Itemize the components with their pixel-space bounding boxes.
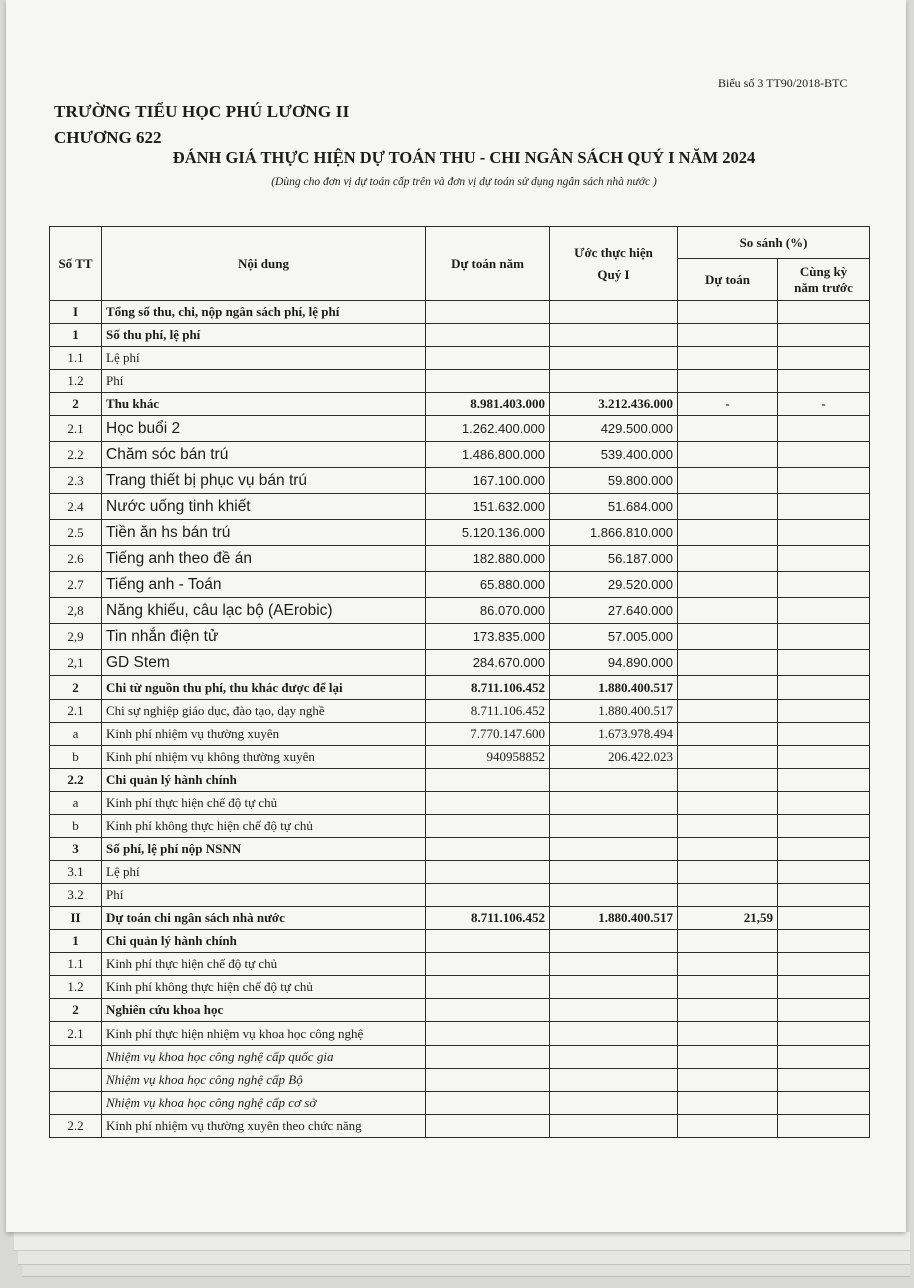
row-q1-estimate bbox=[550, 1115, 678, 1138]
paper-stack-edge bbox=[18, 1250, 910, 1265]
col-header-year-budget: Dự toán năm bbox=[426, 227, 550, 301]
document-title: ĐÁNH GIÁ THỰC HIỆN DỰ TOÁN THU - CHI NGÂN SÁCH QUÝ I NĂM 2024 bbox=[172, 148, 756, 167]
row-stt: 2.1 bbox=[50, 416, 102, 442]
row-year-budget: 182.880.000 bbox=[426, 546, 550, 572]
row-content: Kinh phí không thực hiện chế độ tự chủ bbox=[102, 976, 426, 999]
row-compare-budget bbox=[678, 416, 778, 442]
table-row bbox=[50, 700, 870, 723]
chapter-code: CHƯƠNG 622 bbox=[54, 128, 162, 147]
row-content: GD Stem bbox=[102, 650, 426, 676]
row-q1-estimate: 94.890.000 bbox=[550, 650, 678, 676]
row-year-budget bbox=[426, 769, 550, 792]
table-row bbox=[50, 1115, 870, 1138]
table-header bbox=[50, 227, 870, 301]
row-year-budget bbox=[426, 861, 550, 884]
row-compare-prev bbox=[778, 838, 870, 861]
row-compare-budget bbox=[678, 815, 778, 838]
row-content: Lệ phí bbox=[102, 861, 426, 884]
table-row bbox=[50, 301, 870, 324]
row-year-budget: 284.670.000 bbox=[426, 650, 550, 676]
row-compare-budget bbox=[678, 1022, 778, 1046]
budget-table bbox=[49, 226, 870, 1138]
row-year-budget: 173.835.000 bbox=[426, 624, 550, 650]
row-compare-budget bbox=[678, 1115, 778, 1138]
row-q1-estimate: 29.520.000 bbox=[550, 572, 678, 598]
table-row bbox=[50, 815, 870, 838]
form-code: Biểu số 3 TT90/2018-BTC bbox=[718, 76, 848, 90]
row-stt bbox=[50, 1069, 102, 1092]
row-compare-prev bbox=[778, 520, 870, 546]
row-stt: 2.3 bbox=[50, 468, 102, 494]
row-content: Chi quản lý hành chính bbox=[102, 769, 426, 792]
row-stt: 1.2 bbox=[50, 976, 102, 999]
row-stt: 2.7 bbox=[50, 572, 102, 598]
table-row bbox=[50, 861, 870, 884]
row-compare-budget bbox=[678, 624, 778, 650]
row-compare-budget bbox=[678, 650, 778, 676]
row-year-budget bbox=[426, 792, 550, 815]
table-row bbox=[50, 416, 870, 442]
table-row bbox=[50, 650, 870, 676]
row-compare-prev bbox=[778, 861, 870, 884]
row-stt: 1 bbox=[50, 324, 102, 347]
row-compare-budget bbox=[678, 792, 778, 815]
table-row bbox=[50, 1046, 870, 1069]
row-compare-budget bbox=[678, 1069, 778, 1092]
col-header-compare-same-period bbox=[778, 259, 870, 301]
row-content: Kinh phí nhiệm vụ thường xuyên bbox=[102, 723, 426, 746]
row-year-budget bbox=[426, 930, 550, 953]
row-compare-prev bbox=[778, 792, 870, 815]
row-year-budget: 8.981.403.000 bbox=[426, 393, 550, 416]
row-content: Số phí, lệ phí nộp NSNN bbox=[102, 838, 426, 861]
row-year-budget bbox=[426, 976, 550, 999]
paper-stack-edge bbox=[14, 1232, 910, 1251]
row-content: Kinh phí không thực hiện chế độ tự chủ bbox=[102, 815, 426, 838]
row-compare-budget: 21,59 bbox=[678, 907, 778, 930]
col-header-compare: So sánh (%) bbox=[678, 227, 870, 259]
row-q1-estimate: 1.880.400.517 bbox=[550, 676, 678, 700]
row-stt: 2 bbox=[50, 393, 102, 416]
row-content: Học buổi 2 bbox=[102, 416, 426, 442]
table-row bbox=[50, 723, 870, 746]
row-compare-prev bbox=[778, 442, 870, 468]
row-q1-estimate bbox=[550, 1022, 678, 1046]
row-compare-budget bbox=[678, 1046, 778, 1069]
row-q1-estimate bbox=[550, 976, 678, 999]
row-stt: 2,9 bbox=[50, 624, 102, 650]
table-row bbox=[50, 393, 870, 416]
row-q1-estimate bbox=[550, 792, 678, 815]
row-content: Dự toán chi ngân sách nhà nước bbox=[102, 907, 426, 930]
col-header-compare-budget: Dự toán bbox=[678, 259, 778, 301]
row-compare-budget bbox=[678, 324, 778, 347]
table-row bbox=[50, 442, 870, 468]
row-year-budget bbox=[426, 1092, 550, 1115]
row-content: Trang thiết bị phục vụ bán trú bbox=[102, 468, 426, 494]
row-stt: 1.2 bbox=[50, 370, 102, 393]
row-compare-prev bbox=[778, 676, 870, 700]
row-compare-budget bbox=[678, 838, 778, 861]
row-q1-estimate bbox=[550, 953, 678, 976]
table-body bbox=[50, 301, 870, 1138]
row-year-budget bbox=[426, 815, 550, 838]
row-q1-estimate: 3.212.436.000 bbox=[550, 393, 678, 416]
document-subtitle: (Dùng cho đơn vị dự toán cấp trên và đơn vị dự toán sử dụng ngân sách nhà nước ) bbox=[271, 176, 657, 188]
row-content: Phí bbox=[102, 884, 426, 907]
row-stt: b bbox=[50, 746, 102, 769]
row-year-budget: 8.711.106.452 bbox=[426, 907, 550, 930]
table-row bbox=[50, 930, 870, 953]
row-content: Kinh phí thực hiện chế độ tự chủ bbox=[102, 792, 426, 815]
row-compare-prev bbox=[778, 1069, 870, 1092]
row-q1-estimate: 51.684.000 bbox=[550, 494, 678, 520]
col-header-compare-same-period-line2: năm trước bbox=[794, 279, 853, 295]
row-content: Tin nhắn điện tử bbox=[102, 624, 426, 650]
row-stt: 2.1 bbox=[50, 1022, 102, 1046]
row-compare-prev bbox=[778, 598, 870, 624]
row-stt: 2.4 bbox=[50, 494, 102, 520]
table-row bbox=[50, 976, 870, 999]
row-compare-budget bbox=[678, 930, 778, 953]
row-compare-budget bbox=[678, 953, 778, 976]
table-row bbox=[50, 676, 870, 700]
row-content: Nghiên cứu khoa học bbox=[102, 999, 426, 1022]
row-q1-estimate bbox=[550, 1069, 678, 1092]
row-year-budget bbox=[426, 1115, 550, 1138]
row-compare-prev bbox=[778, 769, 870, 792]
table-row bbox=[50, 468, 870, 494]
table-row bbox=[50, 598, 870, 624]
row-stt: 3.1 bbox=[50, 861, 102, 884]
paper-stack-edge bbox=[22, 1264, 910, 1277]
table-row bbox=[50, 546, 870, 572]
table-row bbox=[50, 1092, 870, 1115]
row-q1-estimate bbox=[550, 769, 678, 792]
row-stt bbox=[50, 1092, 102, 1115]
row-compare-prev bbox=[778, 301, 870, 324]
table-row bbox=[50, 1022, 870, 1046]
row-compare-prev bbox=[778, 700, 870, 723]
row-q1-estimate bbox=[550, 1092, 678, 1115]
row-content: Nhiệm vụ khoa học công nghệ cấp Bộ bbox=[102, 1069, 426, 1092]
row-year-budget bbox=[426, 884, 550, 907]
row-compare-budget bbox=[678, 546, 778, 572]
table-row bbox=[50, 838, 870, 861]
row-year-budget bbox=[426, 301, 550, 324]
row-q1-estimate: 1.866.810.000 bbox=[550, 520, 678, 546]
row-content: Tiếng anh theo đề án bbox=[102, 546, 426, 572]
row-content: Nhiệm vụ khoa học công nghệ cấp cơ sở bbox=[102, 1092, 426, 1115]
row-stt: a bbox=[50, 792, 102, 815]
table-row bbox=[50, 769, 870, 792]
row-q1-estimate: 1.880.400.517 bbox=[550, 700, 678, 723]
row-compare-prev bbox=[778, 624, 870, 650]
row-compare-budget bbox=[678, 442, 778, 468]
row-content: Thu khác bbox=[102, 393, 426, 416]
row-compare-budget bbox=[678, 746, 778, 769]
row-year-budget: 86.070.000 bbox=[426, 598, 550, 624]
row-compare-prev bbox=[778, 650, 870, 676]
row-content: Tiền ăn hs bán trú bbox=[102, 520, 426, 546]
row-year-budget: 940958852 bbox=[426, 746, 550, 769]
row-compare-prev bbox=[778, 347, 870, 370]
row-stt: a bbox=[50, 723, 102, 746]
row-q1-estimate bbox=[550, 815, 678, 838]
row-compare-budget bbox=[678, 676, 778, 700]
row-compare-prev bbox=[778, 815, 870, 838]
row-q1-estimate bbox=[550, 838, 678, 861]
row-q1-estimate bbox=[550, 324, 678, 347]
row-q1-estimate: 1.880.400.517 bbox=[550, 907, 678, 930]
row-year-budget: 8.711.106.452 bbox=[426, 676, 550, 700]
row-stt: 2,8 bbox=[50, 598, 102, 624]
row-compare-budget bbox=[678, 723, 778, 746]
row-q1-estimate bbox=[550, 301, 678, 324]
document-page bbox=[6, 0, 906, 1232]
row-year-budget bbox=[426, 999, 550, 1022]
row-content: Chi quản lý hành chính bbox=[102, 930, 426, 953]
row-compare-prev bbox=[778, 416, 870, 442]
col-header-stt: Số TT bbox=[50, 227, 102, 301]
row-compare-prev bbox=[778, 1115, 870, 1138]
row-compare-prev bbox=[778, 723, 870, 746]
row-compare-prev: - bbox=[778, 393, 870, 416]
row-year-budget: 1.486.800.000 bbox=[426, 442, 550, 468]
row-stt: 2,1 bbox=[50, 650, 102, 676]
row-content: Lệ phí bbox=[102, 347, 426, 370]
row-compare-prev bbox=[778, 572, 870, 598]
row-stt: 2.6 bbox=[50, 546, 102, 572]
school-name: TRƯỜNG TIỂU HỌC PHÚ LƯƠNG II bbox=[54, 102, 350, 121]
row-year-budget bbox=[426, 838, 550, 861]
row-compare-prev bbox=[778, 1022, 870, 1046]
row-compare-budget bbox=[678, 769, 778, 792]
row-compare-prev bbox=[778, 1046, 870, 1069]
row-compare-budget bbox=[678, 700, 778, 723]
row-q1-estimate: 27.640.000 bbox=[550, 598, 678, 624]
table-row bbox=[50, 520, 870, 546]
row-content: Nhiệm vụ khoa học công nghệ cấp quốc gia bbox=[102, 1046, 426, 1069]
row-year-budget: 65.880.000 bbox=[426, 572, 550, 598]
row-stt: 1.1 bbox=[50, 347, 102, 370]
row-compare-budget bbox=[678, 976, 778, 999]
table-row bbox=[50, 792, 870, 815]
row-year-budget bbox=[426, 1022, 550, 1046]
row-compare-budget bbox=[678, 572, 778, 598]
row-compare-budget bbox=[678, 884, 778, 907]
row-year-budget: 5.120.136.000 bbox=[426, 520, 550, 546]
table-row bbox=[50, 999, 870, 1022]
row-year-budget: 1.262.400.000 bbox=[426, 416, 550, 442]
row-q1-estimate: 57.005.000 bbox=[550, 624, 678, 650]
row-compare-budget bbox=[678, 494, 778, 520]
row-q1-estimate bbox=[550, 884, 678, 907]
row-compare-budget bbox=[678, 861, 778, 884]
col-header-q1-estimate-line1: Ước thực hiện bbox=[574, 244, 653, 260]
row-compare-prev bbox=[778, 953, 870, 976]
row-stt bbox=[50, 1046, 102, 1069]
row-stt: II bbox=[50, 907, 102, 930]
row-q1-estimate bbox=[550, 370, 678, 393]
row-compare-budget bbox=[678, 468, 778, 494]
row-compare-prev bbox=[778, 494, 870, 520]
row-year-budget bbox=[426, 1046, 550, 1069]
row-compare-budget: - bbox=[678, 393, 778, 416]
row-stt: 3 bbox=[50, 838, 102, 861]
row-stt: 2.2 bbox=[50, 769, 102, 792]
row-compare-prev bbox=[778, 884, 870, 907]
row-compare-prev bbox=[778, 1092, 870, 1115]
col-header-q1-estimate-line2: Quý I bbox=[597, 266, 630, 282]
row-compare-prev bbox=[778, 930, 870, 953]
row-q1-estimate bbox=[550, 347, 678, 370]
row-stt: 2.1 bbox=[50, 700, 102, 723]
table-row bbox=[50, 884, 870, 907]
col-header-content: Nội dung bbox=[102, 227, 426, 301]
row-stt: 2.2 bbox=[50, 442, 102, 468]
row-content: Kinh phí nhiệm vụ thường xuyên theo chức năng bbox=[102, 1115, 426, 1138]
row-year-budget bbox=[426, 370, 550, 393]
row-year-budget bbox=[426, 953, 550, 976]
table-row bbox=[50, 324, 870, 347]
row-compare-budget bbox=[678, 999, 778, 1022]
table-row bbox=[50, 746, 870, 769]
row-year-budget: 151.632.000 bbox=[426, 494, 550, 520]
row-content: Tiếng anh - Toán bbox=[102, 572, 426, 598]
row-content: Phí bbox=[102, 370, 426, 393]
row-content: Năng khiếu, câu lạc bộ (AErobic) bbox=[102, 598, 426, 624]
row-compare-prev bbox=[778, 907, 870, 930]
table-row bbox=[50, 1069, 870, 1092]
row-compare-prev bbox=[778, 324, 870, 347]
col-header-compare-same-period-line1: Cùng kỳ bbox=[799, 263, 848, 279]
row-compare-budget bbox=[678, 301, 778, 324]
row-compare-budget bbox=[678, 347, 778, 370]
row-q1-estimate: 206.422.023 bbox=[550, 746, 678, 769]
row-q1-estimate: 59.800.000 bbox=[550, 468, 678, 494]
row-stt: 1.1 bbox=[50, 953, 102, 976]
row-q1-estimate: 56.187.000 bbox=[550, 546, 678, 572]
row-year-budget: 167.100.000 bbox=[426, 468, 550, 494]
row-content: Nước uống tinh khiết bbox=[102, 494, 426, 520]
row-year-budget bbox=[426, 324, 550, 347]
table-row bbox=[50, 347, 870, 370]
row-q1-estimate bbox=[550, 930, 678, 953]
table-row bbox=[50, 624, 870, 650]
row-compare-budget bbox=[678, 1092, 778, 1115]
row-stt: b bbox=[50, 815, 102, 838]
row-year-budget: 7.770.147.600 bbox=[426, 723, 550, 746]
row-compare-prev bbox=[778, 546, 870, 572]
table-row bbox=[50, 494, 870, 520]
row-stt: 2.2 bbox=[50, 1115, 102, 1138]
row-stt: 3.2 bbox=[50, 884, 102, 907]
table-row bbox=[50, 953, 870, 976]
row-compare-prev bbox=[778, 976, 870, 999]
row-compare-prev bbox=[778, 468, 870, 494]
row-compare-budget bbox=[678, 370, 778, 393]
table-row bbox=[50, 370, 870, 393]
row-compare-prev bbox=[778, 999, 870, 1022]
row-compare-budget bbox=[678, 598, 778, 624]
col-header-q1-estimate bbox=[550, 227, 678, 301]
row-q1-estimate bbox=[550, 861, 678, 884]
row-compare-prev bbox=[778, 746, 870, 769]
row-content: Kinh phí thực hiện chế độ tự chủ bbox=[102, 953, 426, 976]
row-stt: 1 bbox=[50, 930, 102, 953]
row-compare-prev bbox=[778, 370, 870, 393]
row-year-budget bbox=[426, 1069, 550, 1092]
row-stt: 2.5 bbox=[50, 520, 102, 546]
row-content: Số thu phí, lệ phí bbox=[102, 324, 426, 347]
row-stt: 2 bbox=[50, 999, 102, 1022]
row-q1-estimate: 1.673.978.494 bbox=[550, 723, 678, 746]
row-year-budget bbox=[426, 347, 550, 370]
table-row bbox=[50, 572, 870, 598]
row-compare-budget bbox=[678, 520, 778, 546]
row-content: Chi sự nghiệp giáo dục, đào tạo, dạy nghề bbox=[102, 700, 426, 723]
row-q1-estimate: 429.500.000 bbox=[550, 416, 678, 442]
row-q1-estimate bbox=[550, 1046, 678, 1069]
row-year-budget: 8.711.106.452 bbox=[426, 700, 550, 723]
row-q1-estimate: 539.400.000 bbox=[550, 442, 678, 468]
row-stt: 2 bbox=[50, 676, 102, 700]
row-content: Chăm sóc bán trú bbox=[102, 442, 426, 468]
row-stt: I bbox=[50, 301, 102, 324]
row-content: Chi từ nguồn thu phí, thu khác được để lại bbox=[102, 676, 426, 700]
row-q1-estimate bbox=[550, 999, 678, 1022]
row-content: Tổng số thu, chi, nộp ngân sách phí, lệ phí bbox=[102, 301, 426, 324]
table-row bbox=[50, 907, 870, 930]
row-content: Kinh phí nhiệm vụ không thường xuyên bbox=[102, 746, 426, 769]
row-content: Kinh phí thực hiện nhiệm vụ khoa học công nghệ bbox=[102, 1022, 426, 1046]
